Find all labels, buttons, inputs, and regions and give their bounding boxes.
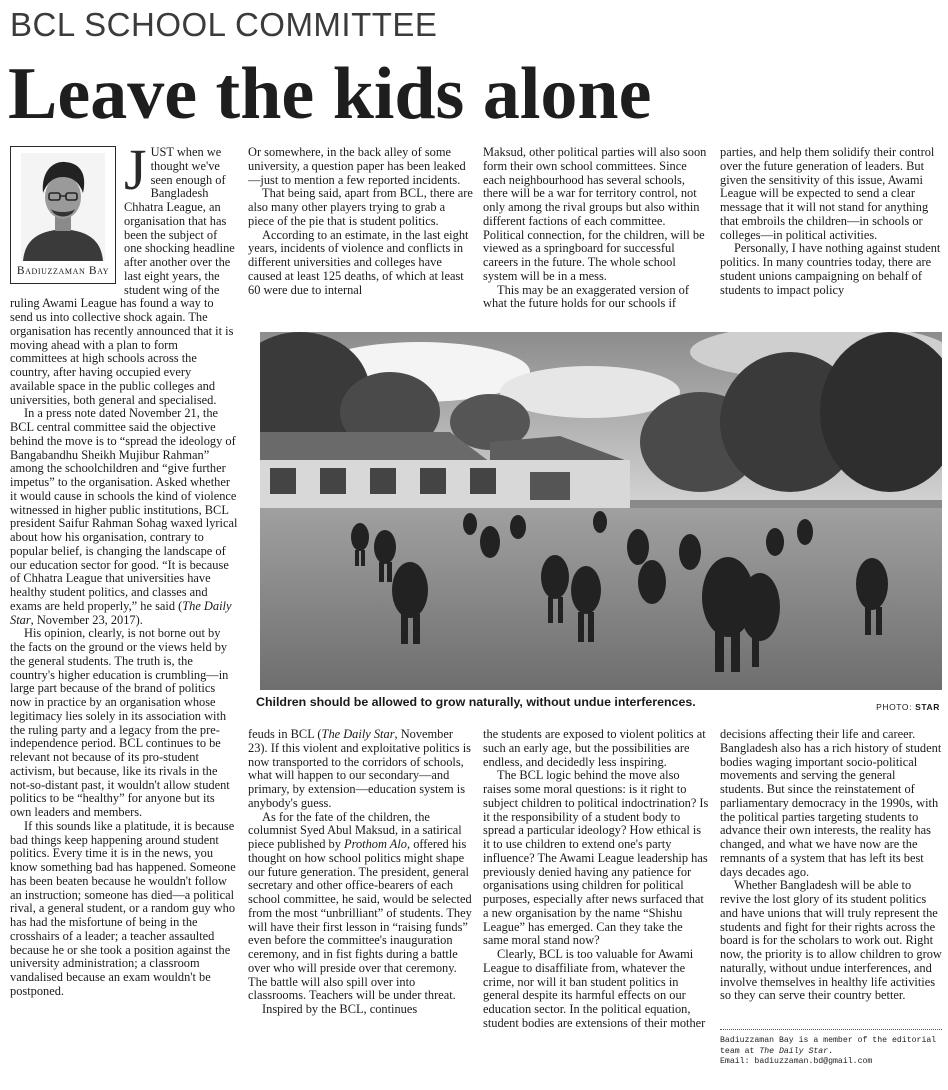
paragraph-text: , November 23). If this violent and exploitative politics is now transported to the corridors of schools, what will happen to our secondary—and primary, by extension—education system is anybody's guess. — [248, 728, 471, 810]
paragraph-text: feuds in BCL ( — [248, 728, 322, 741]
photo-credit-label: PHOTO: — [876, 702, 913, 712]
article-column-2-bottom — [248, 728, 474, 1074]
article-column-3-top — [483, 146, 709, 320]
article-column-1 — [10, 146, 238, 1074]
paragraph-text: As for the fate of the children, the columnist Syed Abul Maksud, in a satirical piece published by — [248, 809, 462, 851]
section-kicker: BCL SCHOOL COMMITTEE — [10, 6, 438, 43]
bio-text-end: . — [828, 1046, 834, 1056]
article-paragraph: the students are exposed to violent politics at such an early age, but the possibilities are endless, and decidedly less inspiring. — [483, 728, 706, 769]
article-photo — [260, 332, 942, 690]
photo-caption: Children should be allowed to grow naturally, without undue interferences. — [256, 695, 696, 709]
article-paragraph — [248, 811, 474, 1004]
drop-cap: J — [124, 146, 147, 202]
article-paragraph: Or somewhere, in the back alley of some university, a question paper has been leaked—just to mention a few reported incidents. — [248, 146, 466, 187]
article-column-4-top — [720, 146, 942, 320]
bio-divider — [720, 1029, 942, 1030]
photo-credit — [876, 702, 940, 712]
article-column-3-bottom — [483, 728, 709, 1074]
article-paragraph: The BCL logic behind the move also raises some moral questions: is it right to subject children to political indoctrination? Is it the responsibility of a student body to spread a particular ideology? How ethical is it to use children to extend one's party influence? The Awami League leadership has previously denied having any patience for organisations using children for political purposes, especially after news surfaced that a new organisation by the name “Shishu League” has emerged. Can they take the same moral stand now? — [483, 768, 709, 948]
article-paragraph: This may be an exaggerated version of what the future holds for our schools if — [483, 282, 689, 311]
photo-credit-source: STAR — [915, 702, 940, 712]
page-title: Leave the kids alone — [8, 53, 652, 135]
author-portrait-icon — [21, 153, 105, 261]
bio-email-label: Email: — [720, 1057, 755, 1066]
article-paragraph: parties, and help them solidify their control over the future generation of leaders. But given the sensitivity of this issue, Awami League will be expected to send a clear message that it will not stand for anything that embroils the children—in schools or colleges—in political activities. — [720, 146, 935, 242]
schoolchildren-photo-icon — [260, 332, 942, 690]
source-citation: Prothom Alo — [344, 837, 408, 851]
paragraph-text: , offered his thought on how school politics might shape our future generation. The president, general secretary and other office-bearers of each school committee, he said, would be selected from the most “unbrilliant” of students. They will have their first lesson in “raising funds” even before the committee's inauguration ceremony, and in fist fights during a battle over who will preside over that ceremony. The battle will also spill over into classrooms. Teachers will be under threat. — [248, 837, 472, 1003]
article-paragraph: That being said, apart from BCL, there are also many other players trying to grab a piece of the pie that is student politics. — [248, 186, 473, 228]
bio-text: Badiuzzaman Bay is a member of the editorial team at — [720, 1036, 937, 1056]
article-paragraph: Maksud, other political parties will also soon form their own school committees. Since each neighbourhood has several schools, there will be a war for territory control, not only among the rival groups but also within different factions of each committee. Political connection, for the children, will be viewed as a springboard for successful careers in the future. The whole school system will be in a mess. — [483, 146, 707, 283]
article-paragraph: Whether Bangladesh will be able to revive the lost glory of its student politics and have unions that will truly represent the students and fight for their rights across the board is for the scholars to work out. Right now, the priority is to allow children to grow naturally, without undue interferences, and involve themselves in healthy life activities so they can serve their country better. — [720, 878, 942, 1003]
paragraph-text: , November 23, 2017). — [30, 612, 143, 627]
article-column-4-bottom — [720, 728, 942, 1018]
source-citation: The Daily Star — [10, 598, 232, 627]
paragraph-text: In a press note dated November 21, the BCL central committee said the objective behind the move is to “spread the ideology of Bangabandhu Sheikh Mujibur Rahman” among the schoolchildren and “give further impetus” to the organisation. Asked whether it would cause in schools the kind of violence witnessed in higher public institutions, BCL president Saifur Rahman Sohag waxed lyrical about how his organisation, contrary to popular belief, is changing the landscape of our education sector for good. “It is because of Chhatra League that universities have healthy student politics, and classes and exams are held properly,” he said ( — [10, 406, 238, 613]
article-column-2-top — [248, 146, 474, 320]
author-bio — [720, 1036, 942, 1068]
article-paragraph: decisions affecting their life and career. Bangladesh also has a rich history of student bodies waging important socio-political movements and serving the general students. But since the reinstatement of parliamentary democracy in the 1990s, with the political parties targeting students to advance their own interests, the reality has changed, and what we have now are the remnants of a system that has left its best days decades ago. — [720, 728, 942, 879]
author-email[interactable]: badiuzzaman.bd@gmail.com — [754, 1057, 873, 1066]
paragraph-text: UST when we thought we've seen enough of Bangladesh Chhatra League, an organisation that has been the subject of one shocking headline after another over the last eight years, the student wing of the ruling Awami League has found a way to send us into collective shock again. The organisation has recently announced that it is moving ahead with a plan to form committees at high schools across the country, after having occupied every available space in the public colleges and universities, both general and specialised. — [10, 146, 235, 407]
article-paragraph: According to an estimate, in the last eight years, incidents of violence and conflicts in different universities and colleges have caused at least 125 deaths, of which at least 60 were due to internal — [248, 227, 469, 297]
article-paragraph — [10, 407, 238, 627]
article-paragraph: Personally, I have nothing against student politics. In many countries today, there are student unions campaigning on behalf of students to impact policy — [720, 241, 941, 297]
article-paragraph: His opinion, clearly, is not borne out by the facts on the ground or the views held by the general students. The truth is, the country's higher education is crumbling—in large part because of the brand of politics now in practice by an organisation whose legitimacy lies solely in its association with the ruling party and a legacy from the pre-independence period. BCL continues to be relevant not because of its pro-student activism, but because, like its rivals in the not-so-distant past, it wouldn't allow student politics to be “healthy” for anyone but its own leaders and members. — [10, 626, 230, 819]
article-paragraph: If this sounds like a platitude, it is because bad things keep happening around student politics. Every time it is in the news, you know something bad has happened. Someone has been beaten because he wouldn't follow an instruction; someone has died—a political rival, a general student, or a random guy who has had the misfortune of being in the crosshairs of a leader; a teacher assaulted because he or she took a position against the university administration; a classroom vandalised because an exam wouldn't be postponed. — [10, 818, 236, 998]
author-box — [10, 146, 116, 284]
author-name: Badiuzzaman Bay — [16, 265, 110, 278]
source-citation: The Daily Star — [321, 728, 395, 741]
article-paragraph — [248, 728, 474, 811]
article-paragraph: Inspired by the BCL, continues — [262, 1002, 418, 1016]
bio-source: The Daily Star — [759, 1046, 829, 1056]
article-paragraph: Clearly, BCL is too valuable for Awami League to disaffiliate from, whatever the crime, nor will it ban student politics in general despite its harmful effects on our education sector. In the political equation, student bodies are extensions of their mother — [483, 947, 706, 1030]
